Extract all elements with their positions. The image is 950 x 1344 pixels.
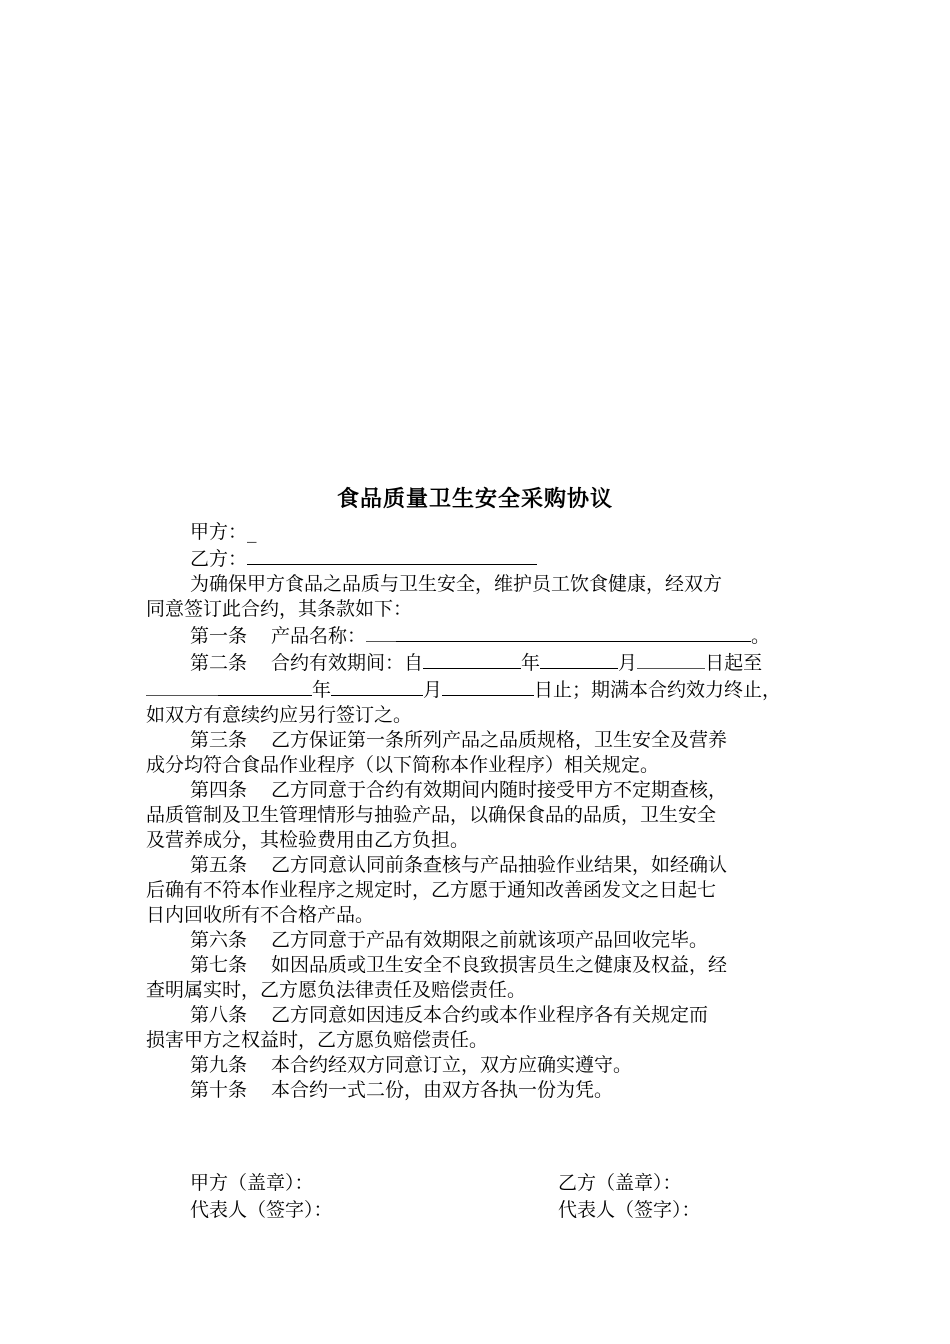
article-7-line-2: 查明属实时，乙方愿负法律责任及赔偿责任。	[146, 979, 527, 1001]
party-a-line	[146, 520, 818, 545]
party-a-label: 甲方：	[190, 521, 248, 543]
article-2-end: 日止；期满本合约效力终止，	[534, 679, 782, 701]
article-9-line-1	[146, 1053, 818, 1078]
product-name-blank-a	[366, 622, 396, 642]
end-year-blank-a	[146, 676, 218, 696]
article-3-line-2: 成分均符合食品作业程序（以下简称本作业程序）相关规定。	[146, 754, 660, 776]
article-2-line-1	[146, 649, 818, 676]
article-4-line-3: 及营养成分，其检验费用由乙方负担。	[146, 829, 470, 851]
article-10-text: 本合约一式二份，由双方各执一份为凭。	[271, 1079, 614, 1101]
article-3-text: 乙方保证第一条所列产品之品质规格，卫生安全及营养	[271, 729, 728, 751]
end-year-blank-b	[218, 676, 312, 696]
party-b-label: 乙方：	[190, 548, 248, 570]
article-4-label: 第四条	[190, 779, 248, 801]
article-2-line-2	[146, 676, 818, 703]
article-8-label: 第八条	[190, 1004, 248, 1026]
article-4-line-2: 品质管制及卫生管理情形与抽验产品，以确保食品的品质，卫生安全	[146, 804, 717, 826]
intro-line-1: 为确保甲方食品之品质与卫生安全，维护员工饮食健康，经双方	[190, 573, 723, 595]
article-6-line-1	[146, 928, 818, 953]
article-4-line-1	[146, 778, 818, 803]
intro-line-2: 同意签订此合约，其条款如下：	[146, 598, 413, 620]
start-day-label: 日起至	[705, 652, 763, 674]
article-8-text: 乙方同意如因违反本合约或本作业程序各有关规定而	[271, 1004, 709, 1026]
article-2-label: 第二条	[190, 652, 248, 674]
article-3-line-1	[146, 728, 818, 753]
article-8-line-2: 损害甲方之权益时，乙方愿负赔偿责任。	[146, 1029, 489, 1051]
party-b-rep-label: 代表人（签字）：	[558, 1199, 701, 1221]
article-3-label: 第三条	[190, 729, 248, 751]
article-1-end: 。	[751, 625, 771, 647]
article-5-line-1	[146, 853, 818, 878]
party-b-line	[146, 545, 818, 572]
article-10-label: 第十条	[190, 1079, 248, 1101]
article-1-text: 产品名称：	[271, 625, 367, 647]
article-9-text: 本合约经双方同意订立，双方应确实遵守。	[271, 1054, 633, 1076]
document-body	[146, 520, 818, 1103]
end-month-blank	[331, 676, 423, 696]
start-month-label: 月	[618, 652, 638, 674]
document-title: 食品质量卫生安全采购协议	[336, 486, 613, 512]
article-7-text: 如因品质或卫生安全不良致损害员生之健康及权益，经	[271, 954, 728, 976]
article-7-line-1	[146, 953, 818, 978]
party-a-seal-label: 甲方（盖章）：	[190, 1172, 314, 1194]
end-day-blank	[442, 676, 534, 696]
party-a-value: _	[247, 521, 257, 543]
party-a-rep-label: 代表人（签字）：	[190, 1199, 333, 1221]
article-9-label: 第九条	[190, 1054, 248, 1076]
article-2-text: 合约有效期间：自	[271, 652, 424, 674]
article-5-line-3: 日内回收所有不合格产品。	[146, 904, 375, 926]
article-10-line-1	[146, 1078, 818, 1103]
article-6-text: 乙方同意于产品有效期限之前就该项产品回收完毕。	[271, 929, 709, 951]
article-5-text: 乙方同意认同前条查核与产品抽验作业结果，如经确认	[271, 854, 728, 876]
product-name-blank-b	[396, 622, 751, 642]
article-5-label: 第五条	[190, 854, 248, 876]
signature-block-party-a	[190, 1170, 333, 1224]
party-b-seal-label: 乙方（盖章）：	[558, 1172, 682, 1194]
party-b-blank	[247, 545, 537, 565]
start-month-blank	[540, 649, 618, 669]
article-2-line-3: 如双方有意续约应另行签订之。	[146, 704, 413, 726]
signature-block-party-b	[558, 1170, 701, 1224]
article-4-text: 乙方同意于合约有效期间内随时接受甲方不定期查核，	[271, 779, 728, 801]
start-day-blank	[637, 649, 705, 669]
article-1-label: 第一条	[190, 625, 248, 647]
article-1	[146, 622, 818, 649]
article-5-line-2: 后确有不符本作业程序之规定时，乙方愿于通知改善函发文之日起七	[146, 879, 717, 901]
start-year-blank	[423, 649, 521, 669]
article-8-line-1	[146, 1003, 818, 1028]
end-year-label: 年	[312, 679, 332, 701]
article-7-label: 第七条	[190, 954, 248, 976]
article-6-label: 第六条	[190, 929, 248, 951]
start-year-label: 年	[521, 652, 541, 674]
end-month-label: 月	[423, 679, 443, 701]
